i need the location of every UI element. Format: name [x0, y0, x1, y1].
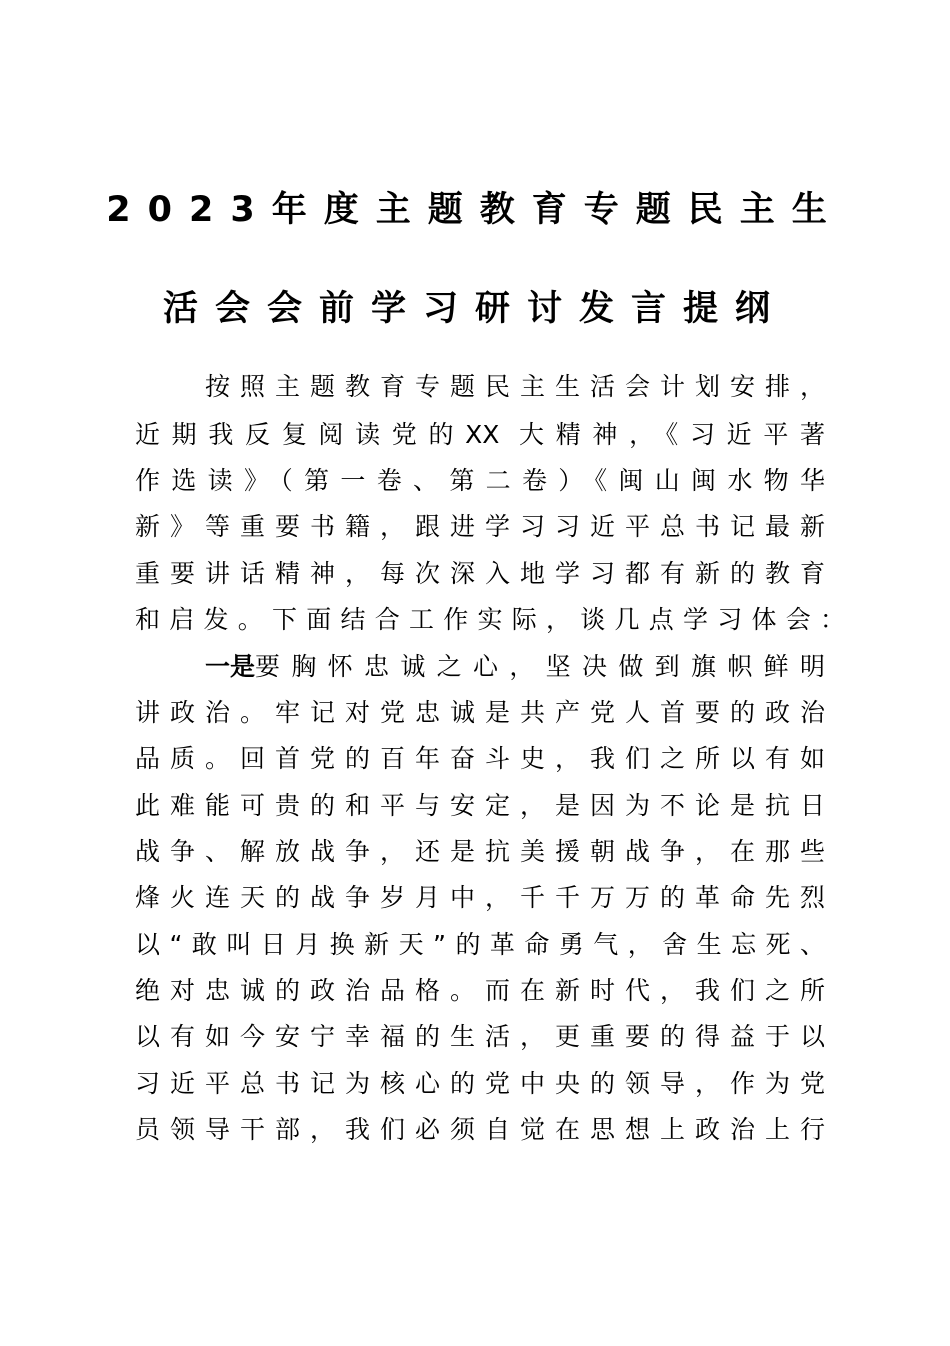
paragraph-1-line-6: 和启发。下面结合工作实际，谈几点学习体会：: [135, 605, 845, 634]
paragraph-1-line-3: 作选读》（第一卷、第二卷）《闽山闽水物华: [135, 466, 825, 495]
paragraph-1-line-4: 新》等重要书籍，跟进学习习近平总书记最新: [135, 512, 825, 541]
paragraph-2-line-1-text: 要胸怀忠诚之心，坚决做到旗帜鲜明: [255, 652, 825, 681]
paragraph-1-line-1: 按照主题教育专题民主生活会计划安排，: [205, 372, 825, 401]
paragraph-2-line-8: 绝对忠诚的政治品格。而在新时代，我们之所: [135, 976, 825, 1005]
paragraph-2-line-4: 此难能可贵的和平与安定，是因为不论是抗日: [135, 791, 825, 820]
document-title-line-2: 活会会前学习研讨发言提纲: [162, 289, 787, 329]
paragraph-2-line-10: 习近平总书记为核心的党中央的领导，作为党: [135, 1069, 825, 1098]
paragraph-2-lead: 一是: [205, 652, 256, 681]
paragraph-2-line-2: 讲政治。牢记对党忠诚是共产党人首要的政治: [135, 698, 825, 727]
paragraph-2-line-3: 品质。回首党的百年奋斗史，我们之所以有如: [135, 744, 825, 773]
paragraph-2-line-5: 战争、解放战争，还是抗美援朝战争，在那些: [135, 837, 825, 866]
paragraph-1-line-2: 近期我反复阅读党的XX 大精神，《习近平著: [135, 420, 825, 449]
paragraph-1-line-5: 重要讲话精神，每次深入地学习都有新的教育: [135, 559, 825, 588]
paragraph-2-line-1: [205, 654, 825, 679]
paragraph-2-line-6: 烽火连天的战争岁月中，千千万万的革命先烈: [135, 883, 825, 912]
paragraph-2-line-11: 员领导干部，我们必须自觉在思想上政治上行: [135, 1115, 825, 1144]
paragraph-2-line-7: 以“敢叫日月换新天”的革命勇气，舍生忘死、: [135, 930, 825, 959]
paragraph-2-line-9: 以有如今安宁幸福的生活，更重要的得益于以: [135, 1022, 825, 1051]
document-title-line-1: 2023年度主题教育专题民主生: [106, 190, 844, 230]
